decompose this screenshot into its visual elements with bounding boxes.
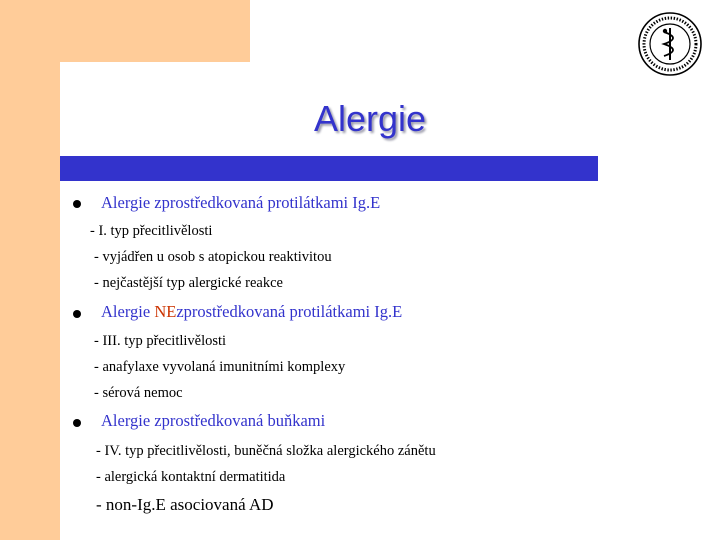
section-heading-highlight: NE bbox=[154, 302, 177, 321]
section-heading: Alergie zprostředkovaná protilátkami Ig.E bbox=[101, 193, 381, 212]
slide-title: Alergie bbox=[313, 98, 427, 139]
section-heading: Alergie zprostředkovaná buňkami bbox=[101, 411, 326, 430]
bullet-icon bbox=[73, 310, 81, 318]
university-seal-icon bbox=[636, 10, 704, 78]
list-item: - IV. typ přecitlivělosti, buněčná složka alergického zánětu bbox=[96, 443, 436, 459]
list-item: - vyjádřen u osob s atopickou reaktivitou bbox=[94, 249, 332, 265]
title-underline-bar bbox=[60, 156, 598, 181]
section-heading-prefix: Alergie bbox=[101, 302, 155, 321]
list-item: - I. typ přecitlivělosti bbox=[90, 223, 213, 239]
list-item: - anafylaxe vyvolaná imunitními komplexy bbox=[94, 359, 346, 375]
bullet-icon bbox=[73, 419, 81, 427]
list-item: - III. typ přecitlivělosti bbox=[94, 333, 227, 349]
section-heading-suffix: zprostředkovaná protilátkami Ig.E bbox=[176, 302, 403, 321]
left-decoration bbox=[0, 0, 60, 540]
section-heading bbox=[101, 302, 402, 322]
list-item: - nejčastější typ alergické reakce bbox=[94, 275, 283, 291]
list-item: - alergická kontaktní dermatitida bbox=[96, 469, 286, 485]
bullet-icon bbox=[73, 200, 81, 208]
list-item: - non-Ig.E asociovaná AD bbox=[96, 495, 274, 514]
list-item: - sérová nemoc bbox=[94, 385, 183, 401]
